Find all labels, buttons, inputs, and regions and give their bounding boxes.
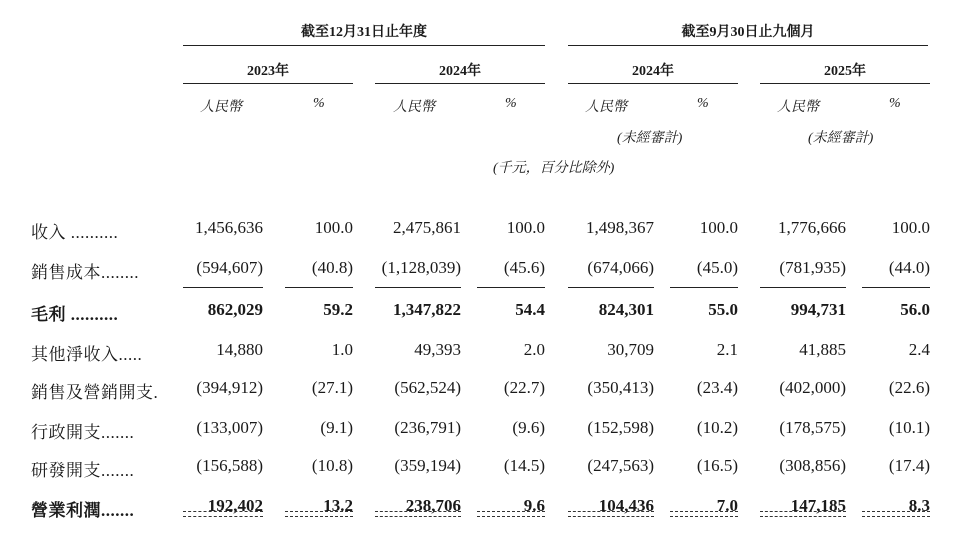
year-underline <box>760 83 930 84</box>
percent-cell: 100.0 <box>699 218 738 237</box>
subtotal-rule <box>183 287 263 288</box>
year-underline <box>568 83 738 84</box>
total-double-rule <box>477 511 545 517</box>
amount-cell: (594,607) <box>196 258 263 277</box>
row-label: 營業利潤....... <box>31 501 135 520</box>
group-header-underline <box>568 45 928 46</box>
amount-cell: (133,007) <box>196 418 263 437</box>
percent-cell: (40.8) <box>311 258 353 277</box>
group-header-fiscal-year: 截至12月31日止年度 <box>301 25 427 40</box>
unaudited-note: (未經審計) <box>808 131 874 146</box>
group-header-underline <box>183 45 545 46</box>
percent-cell: 7.0 <box>716 496 738 515</box>
percent-cell: 2.0 <box>523 340 545 359</box>
row-label: 其他淨收入..... <box>31 345 143 364</box>
percent-cell: (9.1) <box>320 418 353 437</box>
percent-cell: (23.4) <box>696 378 738 397</box>
group-header-nine-months: 截至9月30日止九個月 <box>681 25 815 40</box>
subtotal-rule <box>862 287 930 288</box>
amount-cell: 30,709 <box>607 340 654 359</box>
percent-cell: (17.4) <box>888 456 930 475</box>
amount-cell: 49,393 <box>414 340 461 359</box>
amount-cell: 104,436 <box>598 496 654 515</box>
amount-cell: (394,912) <box>196 378 263 397</box>
percent-cell: (10.1) <box>888 418 930 437</box>
year-header: 2024年 <box>439 64 481 79</box>
percent-cell: (10.8) <box>311 456 353 475</box>
total-double-rule <box>285 511 353 517</box>
year-underline <box>375 83 545 84</box>
percent-cell: 54.4 <box>515 300 545 319</box>
percent-cell: (10.2) <box>696 418 738 437</box>
row-label: 收入 .......... <box>31 223 119 242</box>
amount-cell: 1,776,666 <box>778 218 846 237</box>
amount-cell: (674,066) <box>587 258 654 277</box>
percent-cell: (44.0) <box>888 258 930 277</box>
row-label: 銷售成本........ <box>31 263 139 282</box>
amount-cell: 147,185 <box>790 496 846 515</box>
percent-cell: 59.2 <box>323 300 353 319</box>
percent-label: % <box>505 96 517 111</box>
percent-cell: (22.6) <box>888 378 930 397</box>
amount-cell: (236,791) <box>394 418 461 437</box>
amount-cell: (1,128,039) <box>381 258 461 277</box>
subtotal-rule <box>477 287 545 288</box>
amount-cell: (152,598) <box>587 418 654 437</box>
amount-cell: 824,301 <box>598 300 654 319</box>
percent-cell: 2.1 <box>716 340 738 359</box>
year-header: 2024年 <box>632 64 674 79</box>
row-label: 銷售及營銷開支. <box>31 383 159 402</box>
amount-cell: (156,588) <box>196 456 263 475</box>
row-label: 行政開支....... <box>31 423 135 442</box>
year-header: 2025年 <box>824 64 866 79</box>
unaudited-note: (未經審計) <box>617 131 683 146</box>
percent-label: % <box>697 96 709 111</box>
subtotal-rule <box>285 287 353 288</box>
amount-cell: 238,706 <box>405 496 461 515</box>
total-double-rule <box>862 511 930 517</box>
total-double-rule <box>183 511 263 517</box>
currency-label: 人民幣 <box>585 100 627 115</box>
percent-cell: 55.0 <box>708 300 738 319</box>
subtotal-rule <box>670 287 738 288</box>
percent-cell: 100.0 <box>506 218 545 237</box>
amount-cell: (562,524) <box>394 378 461 397</box>
percent-cell: 56.0 <box>900 300 930 319</box>
amount-cell: 192,402 <box>207 496 263 515</box>
subtotal-rule <box>375 287 461 288</box>
total-double-rule <box>760 511 846 517</box>
amount-cell: (781,935) <box>779 258 846 277</box>
amount-cell: (178,575) <box>779 418 846 437</box>
percent-cell: (9.6) <box>512 418 545 437</box>
amount-cell: 1,498,367 <box>586 218 654 237</box>
amount-cell: (359,194) <box>394 456 461 475</box>
currency-label: 人民幣 <box>393 100 435 115</box>
amount-cell: (247,563) <box>587 456 654 475</box>
amount-cell: (350,413) <box>587 378 654 397</box>
percent-cell: 100.0 <box>314 218 353 237</box>
amount-cell: 1,347,822 <box>393 300 461 319</box>
amount-cell: 994,731 <box>790 300 846 319</box>
percent-cell: 9.6 <box>523 496 545 515</box>
percent-label: % <box>313 96 325 111</box>
unit-note: (千元，百分比除外) <box>493 161 615 176</box>
currency-label: 人民幣 <box>200 100 242 115</box>
total-double-rule <box>670 511 738 517</box>
amount-cell: 1,456,636 <box>195 218 263 237</box>
year-underline <box>183 83 353 84</box>
percent-cell: (14.5) <box>503 456 545 475</box>
year-header: 2023年 <box>247 64 289 79</box>
subtotal-rule <box>760 287 846 288</box>
total-double-rule <box>568 511 654 517</box>
percent-cell: 100.0 <box>891 218 930 237</box>
percent-cell: (27.1) <box>311 378 353 397</box>
percent-cell: 1.0 <box>331 340 353 359</box>
percent-cell: 13.2 <box>323 496 353 515</box>
amount-cell: (402,000) <box>779 378 846 397</box>
percent-cell: (16.5) <box>696 456 738 475</box>
subtotal-rule <box>568 287 654 288</box>
row-label: 研發開支....... <box>31 461 135 480</box>
percent-cell: 2.4 <box>908 340 930 359</box>
total-double-rule <box>375 511 461 517</box>
percent-label: % <box>889 96 901 111</box>
amount-cell: 41,885 <box>799 340 846 359</box>
amount-cell: 862,029 <box>207 300 263 319</box>
percent-cell: (45.6) <box>503 258 545 277</box>
amount-cell: 2,475,861 <box>393 218 461 237</box>
row-label: 毛利 .......... <box>31 305 119 324</box>
percent-cell: (45.0) <box>696 258 738 277</box>
currency-label: 人民幣 <box>777 100 819 115</box>
amount-cell: (308,856) <box>779 456 846 475</box>
percent-cell: 8.3 <box>908 496 930 515</box>
amount-cell: 14,880 <box>216 340 263 359</box>
percent-cell: (22.7) <box>503 378 545 397</box>
